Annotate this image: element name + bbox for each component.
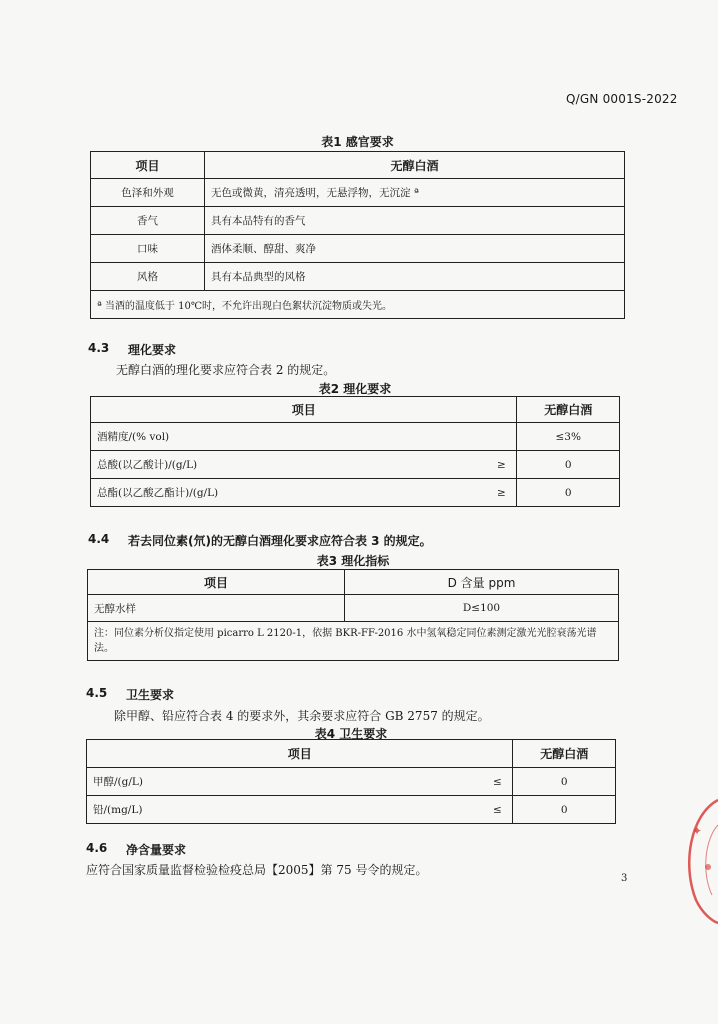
red-seal-stamp [678, 795, 718, 925]
table4-caption: 表4 卫生要求 [314, 727, 388, 741]
table2-cell: ≤3% [517, 423, 620, 451]
section-4-5-text: 除甲醇、铅应符合表 4 的要求外，其余要求应符合 GB 2757 的规定。 [114, 709, 490, 723]
section-4-5-title: 卫生要求 [126, 688, 175, 702]
section-4-5-number: 4.5 [86, 686, 108, 700]
table2 [90, 396, 620, 507]
table2-symbol [486, 423, 517, 451]
table4-header-item: 项目 [87, 740, 513, 768]
table1-cell: 口味 [91, 235, 205, 263]
table2-caption: 表2 理化要求 [318, 382, 392, 396]
table4-cell: 甲醇/(g/L) [87, 768, 483, 796]
svg-text:✦: ✦ [692, 824, 703, 838]
table3-cell: 无醇水样 [88, 595, 345, 622]
table2-cell: 总酯(以乙酸乙酯计)/(g/L) [91, 479, 487, 507]
table1-cell: 色泽和外观 [91, 179, 205, 207]
section-4-3-title: 理化要求 [128, 343, 177, 357]
table3-cell: D≤100 [345, 595, 619, 622]
table1-header-item: 项目 [91, 152, 205, 179]
table3-caption: 表3 理化指标 [316, 554, 390, 568]
table1-note: ª 当酒的温度低于 10℃时，不允许出现白色絮状沉淀物质或失光。 [91, 291, 625, 319]
section-4-3-number: 4.3 [88, 341, 110, 355]
table4-header-product: 无醇白酒 [513, 740, 616, 768]
table1-cell: 具有本品特有的香气 [205, 207, 625, 235]
section-4-3-text: 无醇白酒的理化要求应符合表 2 的规定。 [116, 363, 336, 377]
table4-cell: 0 [513, 768, 616, 796]
table3-header-d-content: D 含量 ppm [345, 570, 619, 595]
section-4-6-number: 4.6 [86, 841, 108, 855]
table4 [86, 739, 616, 824]
table3-note: 注：同位素分析仪指定使用 picarro L 2120-1，依据 BKR-FF-2016 水中氢氧稳定同位素测定激光光腔衰荡光谱法。 [88, 622, 619, 661]
table1 [90, 151, 625, 319]
table4-cell: 铅/(mg/L) [87, 796, 483, 824]
table1-cell: 酒体柔顺、醇甜、爽净 [205, 235, 625, 263]
table3 [87, 569, 619, 661]
table2-symbol: ≥ [486, 479, 517, 507]
table4-symbol: ≤ [482, 796, 513, 824]
table2-cell: 总酸(以乙酸计)/(g/L) [91, 451, 487, 479]
table2-cell: 酒精度/(% vol) [91, 423, 487, 451]
table2-header-item: 项目 [91, 397, 517, 423]
table1-cell: 具有本品典型的风格 [205, 263, 625, 291]
section-4-6-text: 应符合国家质量监督检验检疫总局【2005】第 75 号令的规定。 [86, 863, 428, 877]
table3-header-item: 项目 [88, 570, 345, 595]
table4-symbol: ≤ [482, 768, 513, 796]
table1-cell: 风格 [91, 263, 205, 291]
table2-cell: 0 [517, 479, 620, 507]
table4-cell: 0 [513, 796, 616, 824]
table2-cell: 0 [517, 451, 620, 479]
table1-header-product: 无醇白酒 [205, 152, 625, 179]
page-number: 3 [621, 873, 628, 884]
table2-header-product: 无醇白酒 [517, 397, 620, 423]
document-code: Q/GN 0001S-2022 [566, 92, 678, 106]
section-4-6-title: 净含量要求 [126, 843, 187, 857]
table2-symbol: ≥ [486, 451, 517, 479]
table1-cell: 无色或微黄，清亮透明，无悬浮物，无沉淀 ª [205, 179, 625, 207]
table1-cell: 香气 [91, 207, 205, 235]
section-4-4-number: 4.4 [88, 532, 110, 546]
table1-caption: 表1 感官要求 [321, 135, 394, 149]
section-4-4-title: 若去同位素(氘)的无醇白酒理化要求应符合表 3 的规定。 [128, 534, 432, 548]
